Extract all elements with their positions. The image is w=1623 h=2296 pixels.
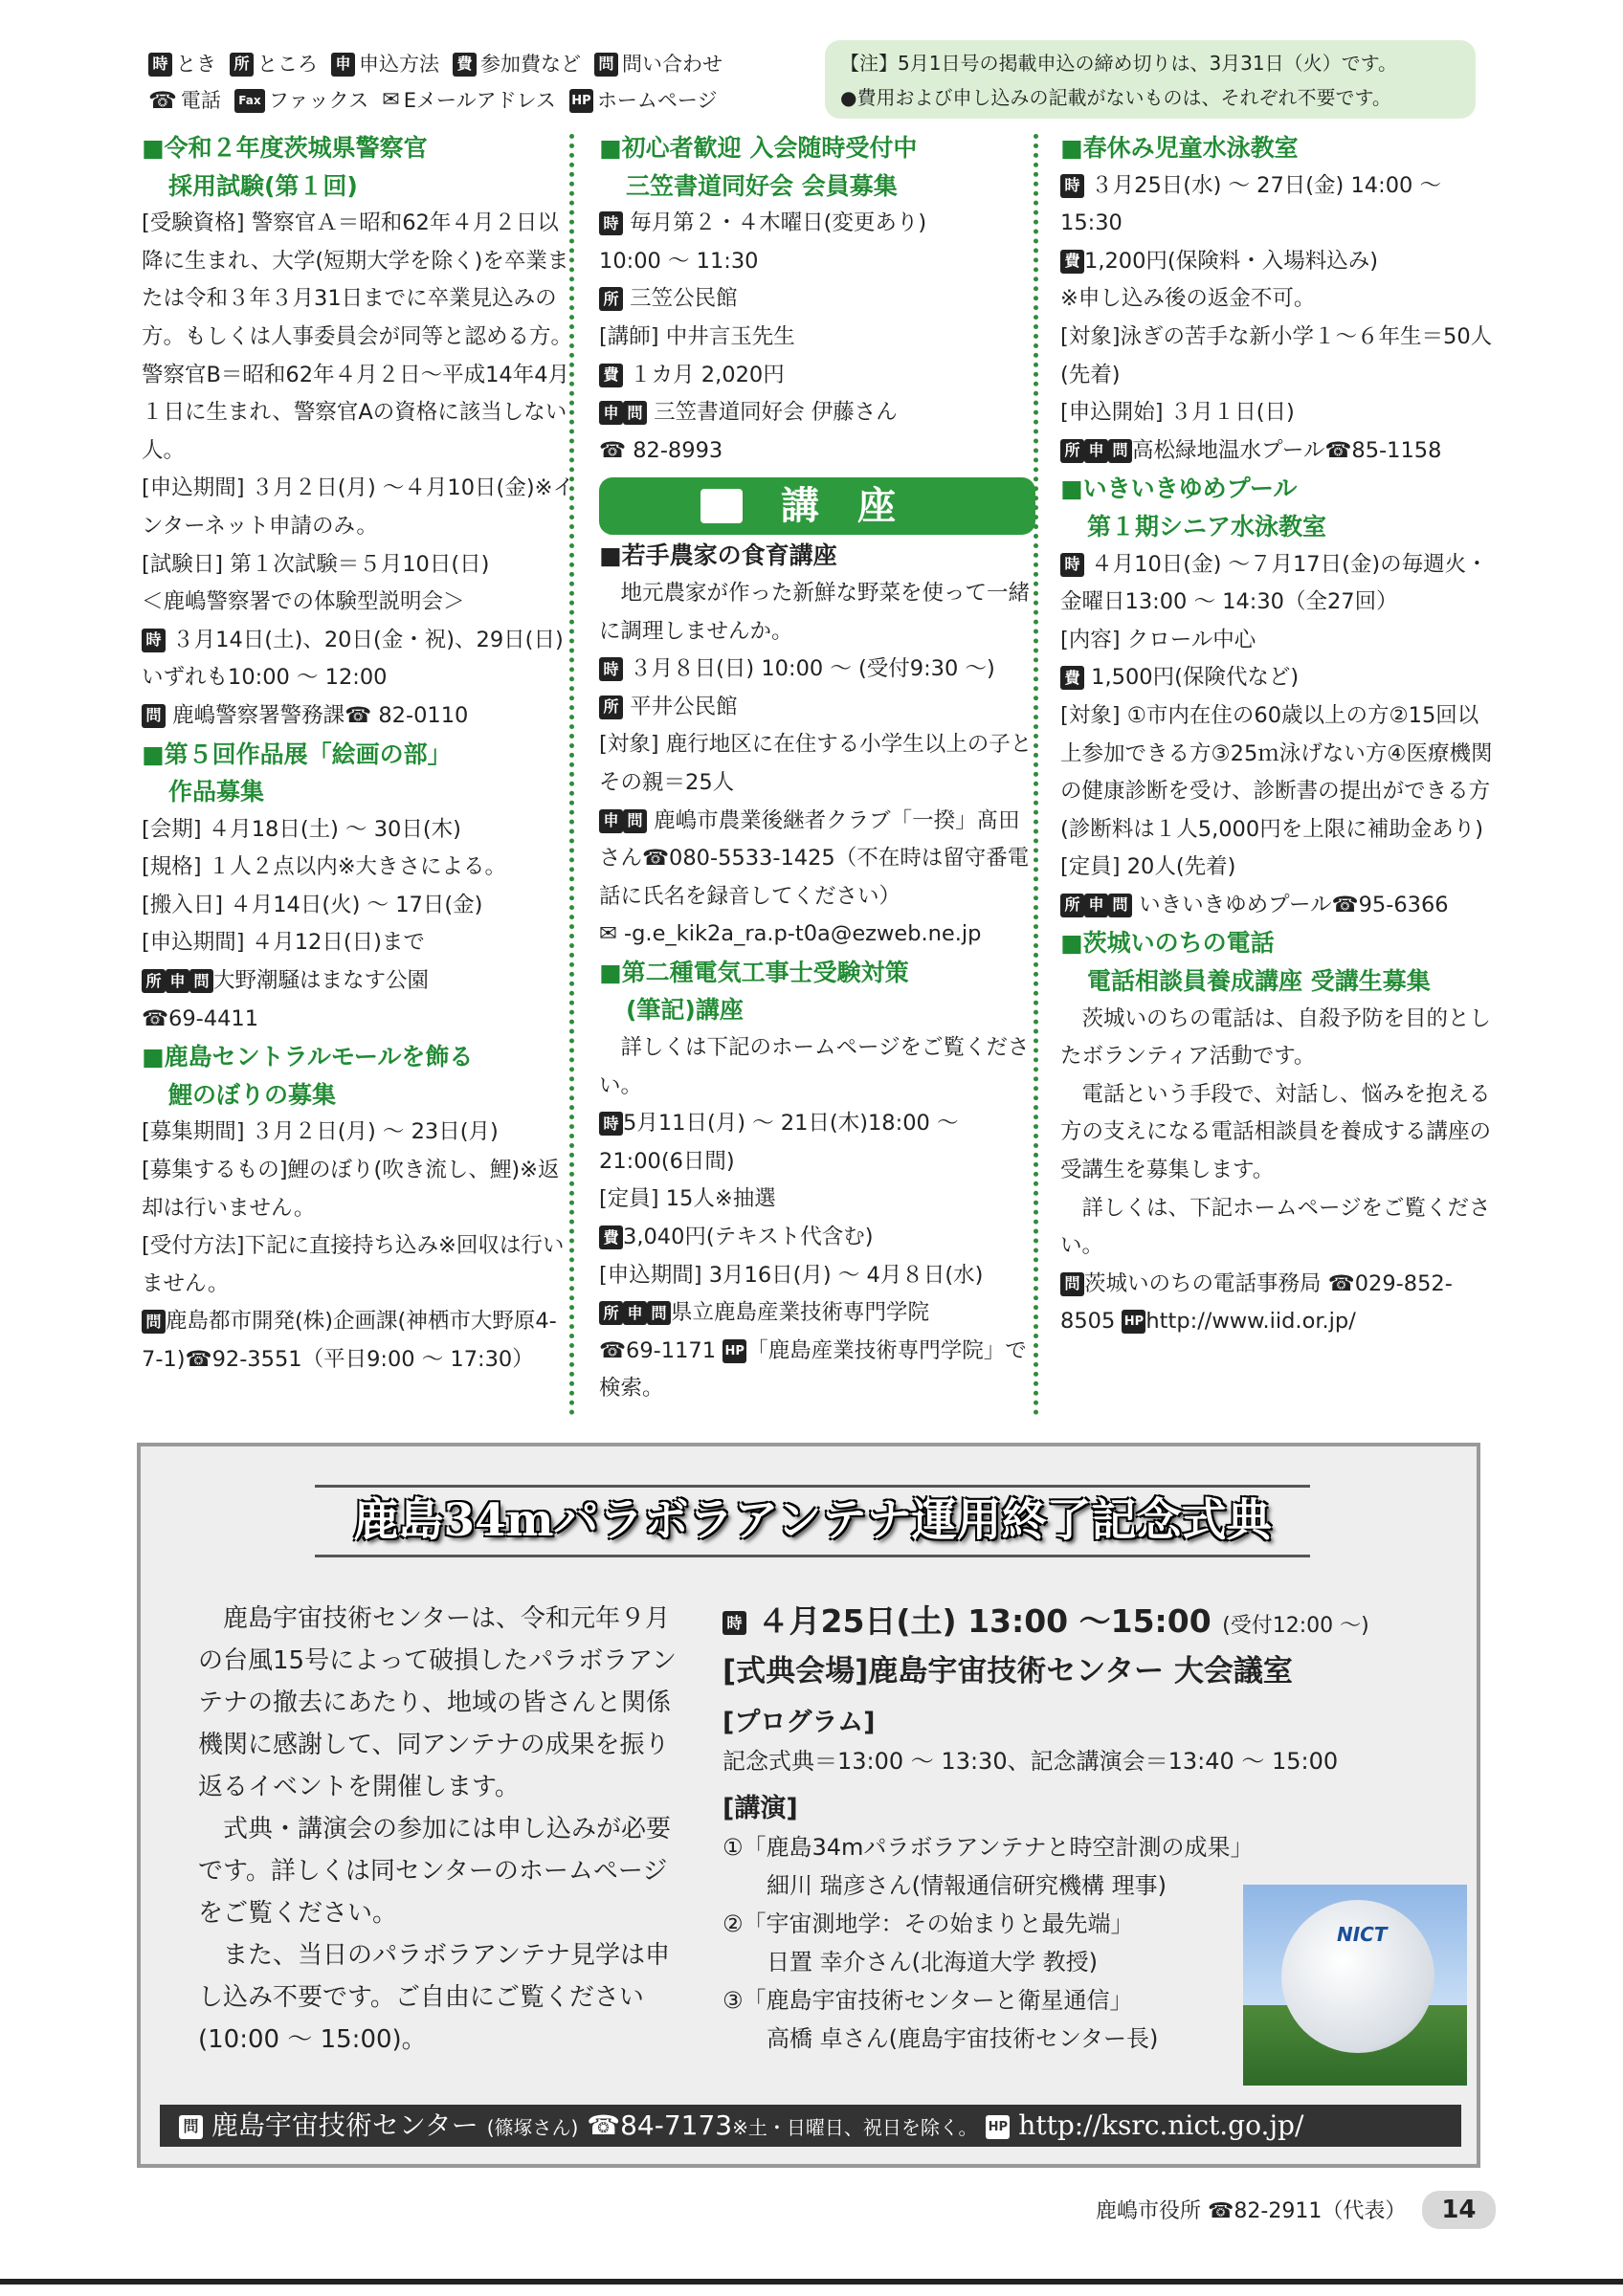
search-hint: 「鹿島産業技術専門学院」で検索。 xyxy=(599,1337,1027,1402)
inquiry-icon: 問 xyxy=(1108,894,1132,917)
inquiry-icon: 問 xyxy=(647,1301,671,1325)
event-desc-2: 式典・講演会の参加には申し込みが必要です。詳しくは同センターのホームページをご覧ください。 xyxy=(198,1815,672,1928)
briefing-heading: ＜鹿嶋警察署での体験型説明会＞ xyxy=(142,589,465,615)
legend-phone-label: 電話 xyxy=(180,89,221,112)
phone-number: 85-1158 xyxy=(1351,437,1442,463)
lecture-2-speaker: 日置 幸介さん(北海道大学 教授) xyxy=(767,1949,1098,1976)
exhibition-period: [会期] ４月18日(土) 〜 30日(木) xyxy=(142,816,461,842)
inquiry-icon: 問 xyxy=(142,1310,166,1334)
article-subtitle: 電話相談員養成講座 受講生募集 xyxy=(1087,967,1431,996)
program-text: 記念式典＝13:00 〜 13:30、記念講演会＝13:40 〜 15:00 xyxy=(723,1748,1339,1775)
place-icon: 所 xyxy=(230,53,254,77)
inquiry-text: 茨城いのちの電話事務局 xyxy=(1084,1270,1322,1296)
phone-icon: ☎ xyxy=(599,1337,627,1363)
fee-icon: 費 xyxy=(1060,666,1084,690)
column-3 xyxy=(1060,129,1497,1341)
capacity-text: [定員] 20人(先着) xyxy=(1060,854,1236,880)
nict-logo: NICT xyxy=(1337,1923,1388,1946)
page-number: 14 xyxy=(1422,2191,1495,2229)
legend-inquiry-label: 問い合わせ xyxy=(622,53,723,76)
inquiry-icon: 問 xyxy=(189,969,213,993)
phone-number: 95-6366 xyxy=(1358,892,1449,917)
qualification-b-text: 警察官B＝昭和62年４月２日〜平成14年4月１日に生まれ、警察官Aの資格に該当しない人。 xyxy=(142,362,570,463)
article-intro: 地元農家が作った新鮮な野菜を使って一緒に調理しませんか。 xyxy=(599,580,1031,644)
event-desc-3: また、当日のパラボラアンテナ見学は申し込み不要です。ご自由にご覧ください(10:00 〜 15:00)。 xyxy=(198,1941,670,2054)
fee-text: 1,500円(保険代など) xyxy=(1091,665,1300,691)
accept-method: [受付方法]下記に直接持ち込み※回収は行いません。 xyxy=(142,1233,565,1296)
time-icon: 時 xyxy=(599,1112,623,1136)
recruit-items: [募集するもの]鯉のぼり(吹き流し、鯉)※返却は行いません。 xyxy=(142,1158,560,1221)
phone-icon: ☎ xyxy=(185,1347,212,1372)
application-period: [申込期間] ４月12日(日)まで xyxy=(142,930,425,956)
article-subtitle: 第１期シニア水泳教室 xyxy=(1087,512,1327,541)
event-venue: [式典会場]鹿島宇宙技術センター 大会議室 xyxy=(723,1654,1293,1689)
lecture-label: [講演] xyxy=(723,1794,798,1823)
article-body-1: 茨城いのちの電話は、自殺予防を目的としたボランティア活動です。 xyxy=(1060,1005,1492,1070)
inquiry-icon: 問 xyxy=(179,2115,203,2139)
article-subtitle: 採用試験(第１回) xyxy=(168,171,358,200)
article-title: ■いきいきゆめプール xyxy=(1060,475,1298,503)
time-icon: 時 xyxy=(1060,174,1084,198)
event-desc-1: 鹿島宇宙技術センターは、令和元年９月の台風15号によって破損したパラボラアンテナの撤去にあたり、地域の皆さんと関係機関に感謝して、同アンテナの成果を振り返るイベントを開催します。 xyxy=(198,1604,678,1801)
recruit-period: [募集期間] ３月２日(月) 〜 23日(月) xyxy=(142,1119,499,1145)
lecture-2: ②「宇宙測地学：その始まりと最先端」 xyxy=(723,1910,1134,1937)
contact-person: (篠塚さん) xyxy=(486,2116,579,2139)
event-reception: (受付12:00 〜) xyxy=(1222,1614,1369,1638)
venue-text: 高松緑地温水プール xyxy=(1132,437,1325,463)
time-icon: 時 xyxy=(148,53,172,77)
footer-phone: 82-2911（代表） xyxy=(1234,2199,1407,2223)
phone-number: 029-852-8505 xyxy=(1060,1270,1453,1335)
legend-time-label: とき xyxy=(176,53,216,76)
apply-icon: 申 xyxy=(331,53,355,77)
article-koinobori xyxy=(142,1038,578,1379)
inquiry-icon: 問 xyxy=(594,53,618,77)
phone-icon: ☎ xyxy=(345,702,372,728)
article-title: ■春休み児童水泳教室 xyxy=(1060,134,1299,162)
lecturer-text: [講師] 中井言玉先生 xyxy=(599,323,795,349)
event-description xyxy=(198,1598,686,2061)
target-text: [対象] 鹿行地区に在住する小学生以上の子とその親＝25人 xyxy=(599,732,1033,795)
legend-apply-label: 申込方法 xyxy=(359,53,439,76)
article-senior-swim xyxy=(1060,470,1497,924)
legend-homepage-label: ホームページ xyxy=(596,89,718,112)
homepage-icon: HP xyxy=(569,89,593,113)
apply-icon: 申 xyxy=(1084,439,1108,463)
venue-text: 県立鹿島産業技術専門学院 xyxy=(671,1300,930,1326)
date-text: ４月10日(金) 〜７月17日(金)の毎週火・金曜日13:00 〜 14:30（全27回） xyxy=(1060,551,1488,615)
banner-label: 講座 xyxy=(781,483,934,528)
application-start: [申込開始] ３月１日(日) xyxy=(1060,400,1295,426)
inquiry-icon: 問 xyxy=(1060,1272,1084,1296)
event-contact-bar xyxy=(160,2105,1461,2147)
apply-icon: 申 xyxy=(599,809,623,833)
legend xyxy=(148,46,780,119)
refund-note: ※申し込み後の返金不可。 xyxy=(1060,286,1316,312)
time-icon: 時 xyxy=(723,1611,746,1635)
apply-icon: 申 xyxy=(623,1301,647,1325)
phone-icon: ☎ xyxy=(599,437,627,463)
legend-place-label: ところ xyxy=(257,53,318,76)
place-icon: 所 xyxy=(599,287,623,311)
schedule-text: 毎月第２・４木曜日(変更あり) xyxy=(630,210,927,236)
time-icon: 時 xyxy=(142,629,166,652)
inquiry-text: 鹿嶋市農業後継者クラブ「一揆」髙田さん xyxy=(599,807,1020,872)
contact-phone: 84-7173 xyxy=(620,2109,733,2141)
article-art xyxy=(142,736,578,1039)
article-body-3: 詳しくは、下記ホームページをご覧ください。 xyxy=(1060,1195,1491,1259)
legend-fax-label: ファックス xyxy=(268,89,369,112)
phone-icon: ☎ xyxy=(1331,892,1359,917)
inquiry-icon: 問 xyxy=(1108,439,1132,463)
phone-number: 080-5533-1425（不在時は留守番電話に氏名を録音してください） xyxy=(599,846,1030,909)
delivery-date: [搬入日] ４月14日(火) 〜 17日(金) xyxy=(142,892,483,917)
article-title: ■第５回作品展「絵画の部」 xyxy=(142,740,452,768)
schedule-time: 10:00 〜 11:30 xyxy=(599,248,759,274)
phone-number: 69-4411 xyxy=(168,1005,259,1031)
contact-url[interactable]: http://ksrc.nict.go.jp/ xyxy=(1018,2109,1304,2141)
program-label: [プログラム] xyxy=(723,1708,876,1737)
fee-text: １カ月 2,020円 xyxy=(630,362,785,387)
article-title: ■若手農家の食育講座 xyxy=(599,541,837,570)
page-footer xyxy=(1096,2191,1496,2231)
inquiry-icon: 問 xyxy=(142,704,166,728)
article-subtitle: 鯉のぼりの募集 xyxy=(168,1080,337,1109)
phone-icon: ☎ xyxy=(1327,1270,1355,1296)
inquiry-text: 鹿島都市開発(株)企画課(神栖市大野原4-7-1) xyxy=(142,1309,557,1372)
venue-text: 大野潮騒はまなす公園 xyxy=(213,968,430,994)
venue-text: 平井公民館 xyxy=(630,694,738,719)
time-icon: 時 xyxy=(599,211,623,235)
place-icon: 所 xyxy=(142,969,166,993)
fee-icon: 費 xyxy=(599,364,623,387)
bottom-rule xyxy=(0,2279,1623,2285)
article-subtitle: 作品募集 xyxy=(168,778,265,806)
phone-number: 69-1171 xyxy=(626,1337,717,1363)
apply-icon: 申 xyxy=(166,969,189,993)
fee-text: 1,200円(保険料・入場料込み) xyxy=(1084,248,1378,274)
fee-text: 3,040円(テキスト代含む) xyxy=(623,1225,874,1250)
legend-email-label: Eメールアドレス xyxy=(403,89,556,112)
column-2 xyxy=(599,129,1035,1408)
lecture-3: ③「鹿島宇宙技術センターと衛星通信」 xyxy=(723,1987,1133,2014)
date-text: ３月８日(日) 10:00 〜 (受付9:30 〜) xyxy=(630,656,995,682)
email-address[interactable]: -g.e_kik2a_ra.p-t0a@ezweb.ne.jp xyxy=(624,921,982,947)
deadline-note xyxy=(825,40,1476,119)
inquiry-icon: 問 xyxy=(623,809,647,833)
footer-office: 鹿嶋市役所 xyxy=(1096,2199,1202,2223)
phone-number: 82-8993 xyxy=(633,437,723,463)
homepage-link[interactable]: http://www.iid.or.jp/ xyxy=(1145,1309,1356,1335)
venue-text: 三笠公民館 xyxy=(630,286,738,312)
email-icon: ✉ xyxy=(382,88,400,112)
article-intro: 詳しくは下記のホームページをご覧ください。 xyxy=(599,1035,1030,1098)
article-inochi xyxy=(1060,924,1497,1341)
column-1 xyxy=(142,129,578,1380)
article-body-2: 電話という手段で、対話し、悩みを抱える方の支えになる電話相談員を養成する講座の受講生を募集します。 xyxy=(1060,1081,1492,1183)
podium-icon xyxy=(700,489,743,523)
target-text: [対象]泳ぎの苦手な新小学１〜６年生＝50人(先着) xyxy=(1060,323,1493,387)
article-subtitle: (筆記)講座 xyxy=(626,996,744,1025)
phone-icon: ☎ xyxy=(1324,437,1352,463)
article-title: ■茨城いのちの電話 xyxy=(1060,929,1275,958)
section-banner-koza xyxy=(599,477,1035,535)
contact-name: 鹿島宇宙技術センター xyxy=(211,2109,478,2141)
legend-fee-label: 参加費など xyxy=(480,53,581,76)
date-text: ３月25日(水) 〜 27日(金) 14:00 〜 15:30 xyxy=(1060,172,1441,236)
inquiry-text: 三笠書道同好会 伊藤さん xyxy=(654,400,898,426)
homepage-icon: HP xyxy=(1122,1310,1145,1334)
exam-date: [試験日] 第１次試験＝５月10日(日) xyxy=(142,551,490,577)
article-title: ■第二種電気工事士受験対策 xyxy=(599,958,909,986)
time-icon: 時 xyxy=(1060,553,1084,577)
phone-number: 82-0110 xyxy=(378,702,469,728)
target-text: [対象] ①市内在住の60歳以上の方②15回以上参加できる方③25ｍ泳げない方④医療機関の健康診断を受け、診断書の提出ができる方(診断料は１人5,000円を上限に補助金あり) xyxy=(1060,702,1493,842)
event-box xyxy=(137,1443,1480,2168)
phone-icon: ☎ xyxy=(587,2109,621,2141)
time-icon: 時 xyxy=(599,657,623,681)
date-text: 5月11日(月) 〜 21日(木)18:00 〜 21:00(6日間) xyxy=(599,1111,959,1174)
lecture-3-speaker: 高橋 卓さん(鹿島宇宙技術センター長) xyxy=(767,2025,1159,2052)
article-swim xyxy=(1060,129,1497,470)
article-title: ■鹿島セントラルモールを飾る xyxy=(142,1043,474,1071)
briefing-time: ３月14日(土)、20日(金・祝)、29日(日)いずれも10:00 〜 12:00 xyxy=(142,627,564,691)
article-police xyxy=(142,129,578,736)
place-icon: 所 xyxy=(1060,439,1084,463)
phone-number: 92-3551（平日9:00 〜 17:30） xyxy=(211,1347,534,1372)
size-rule: [規格] １人２点以内※大きさによる。 xyxy=(142,854,507,880)
application-period: [申込期間] ３月２日(月) 〜４月10日(金)※インターネット申請のみ。 xyxy=(142,475,574,539)
phone-icon: ☎ xyxy=(142,1005,169,1031)
event-datetime: ４月25日(土) 13:00 〜15:00 xyxy=(757,1602,1212,1640)
fax-icon: Fax xyxy=(234,89,265,113)
article-denki xyxy=(599,954,1035,1408)
event-title: 鹿島34mパラボラアンテナ運用終了記念式典 xyxy=(315,1485,1310,1557)
place-icon: 所 xyxy=(1060,894,1084,917)
inquiry-text: 鹿嶋警察署警務課 xyxy=(172,702,345,728)
homepage-icon: HP xyxy=(723,1339,746,1363)
antenna-photo xyxy=(1243,1885,1467,2086)
qualification-text: [受験資格] 警察官Ａ＝昭和62年４月２日以降に生まれ、大学(短期大学を除く)を卒業または令和３年３月31日までに卒業見込みの方。もしくは人事委員会が同等と認める方。 xyxy=(142,210,573,349)
phone-icon: ☎ xyxy=(148,87,177,114)
article-shodo xyxy=(599,129,1035,470)
article-title: ■令和２年度茨城県警察官 xyxy=(142,134,428,162)
contact-note: ※土・日曜日、祝日を除く。 xyxy=(732,2116,978,2139)
venue-text: いきいきゆめプール xyxy=(1139,892,1332,917)
inquiry-icon: 問 xyxy=(623,401,647,425)
fee-icon: 費 xyxy=(1060,250,1084,274)
content-text: [内容] クロール中心 xyxy=(1060,627,1256,652)
note-line-2: ●費用および申し込みの記載がないものは、それぞれ不要です。 xyxy=(840,86,1391,109)
application-period: [申込期間] 3月16日(月) 〜 4月８日(水) xyxy=(599,1262,984,1288)
lecture-1-speaker: 細川 瑞彦さん(情報通信研究機構 理事) xyxy=(767,1872,1167,1899)
homepage-icon: HP xyxy=(986,2115,1010,2139)
email-icon: ✉ xyxy=(599,921,617,947)
phone-icon: ☎ xyxy=(642,846,670,872)
note-line-1: 【注】5月1日号の掲載申込の締め切りは、3月31日（火）です。 xyxy=(840,52,1398,75)
article-shokuiku xyxy=(599,537,1035,954)
article-subtitle: 三笠書道同好会 会員募集 xyxy=(626,171,898,200)
article-title: ■初心者歓迎 入会随時受付中 xyxy=(599,134,918,162)
capacity-text: [定員] 15人※抽選 xyxy=(599,1186,776,1212)
lecture-1: ①「鹿島34mパラボラアンテナと時空計測の成果」 xyxy=(723,1834,1254,1861)
place-icon: 所 xyxy=(599,695,623,719)
place-icon: 所 xyxy=(599,1301,623,1325)
fee-icon: 費 xyxy=(453,53,477,77)
apply-icon: 申 xyxy=(599,401,623,425)
apply-icon: 申 xyxy=(1084,894,1108,917)
phone-icon: ☎ xyxy=(1208,2199,1234,2223)
fee-icon: 費 xyxy=(599,1225,623,1249)
